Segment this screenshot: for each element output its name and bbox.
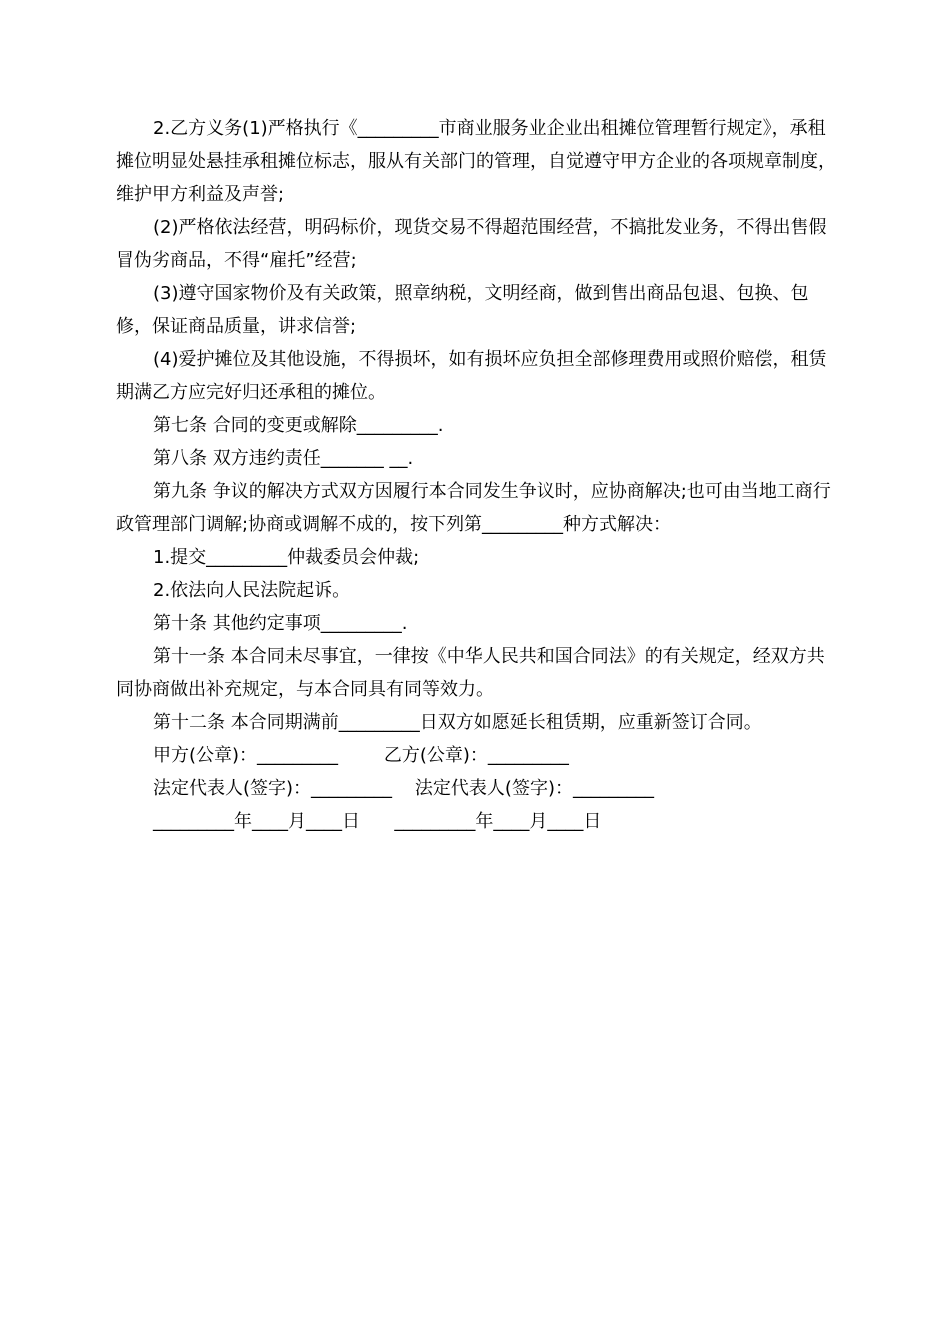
article-7: 第七条 合同的变更或解除_________.	[153, 415, 444, 436]
article-8: 第八条 双方违约责任_______ __.	[153, 448, 414, 469]
article-12: 第十二条 本合同期满前_________日双方如愿延长租赁期，应重新签订合同。	[153, 712, 762, 733]
signature-representative-line: 法定代表人(签字)：_________ 法定代表人(签字)：_________	[153, 778, 654, 799]
article-11: 第十一条 本合同未尽事宜，一律按《中华人民共和国合同法》的有关规定，经双方共同协商做出补充规定，与本合同具有同等效力。	[116, 646, 825, 700]
clause-party-b-duty-1: 2.乙方义务(1)严格执行《_________市商业服务业企业出租摊位管理暂行规定》，承租摊位明显处悬挂承租摊位标志，服从有关部门的管理，自觉遵守甲方企业的各项规章制度，维护甲方利益及声誉;	[116, 118, 836, 205]
signature-date-line: _________年____月____日 _________年____月____日	[153, 811, 602, 832]
contract-page	[116, 112, 836, 838]
clause-party-b-duty-4: (4)爱护摊位及其他设施，不得损坏，如有损坏应负担全部修理费用或照价赔偿，租赁期满乙方应完好归还承租的摊位。	[116, 349, 827, 403]
article-10: 第十条 其他约定事项_________.	[153, 613, 408, 634]
clause-party-b-duty-2: (2)严格依法经营，明码标价，现货交易不得超范围经营，不搞批发业务，不得出售假冒伪劣商品，不得“雇托”经营;	[116, 217, 827, 271]
article-9-option-2: 2.依法向人民法院起诉。	[153, 580, 351, 601]
clause-party-b-duty-3: (3)遵守国家物价及有关政策，照章纳税，文明经商，做到售出商品包退、包换、包修，保证商品质量，讲求信誉;	[116, 283, 809, 337]
signature-seal-line: 甲方(公章)：_________ 乙方(公章)：_________	[153, 745, 569, 766]
article-9-option-1: 1.提交_________仲裁委员会仲裁;	[153, 547, 420, 568]
article-9: 第九条 争议的解决方式双方因履行本合同发生争议时，应协商解决;也可由当地工商行政管理部门调解;协商或调解不成的，按下列第_________种方式解决：	[116, 481, 831, 535]
